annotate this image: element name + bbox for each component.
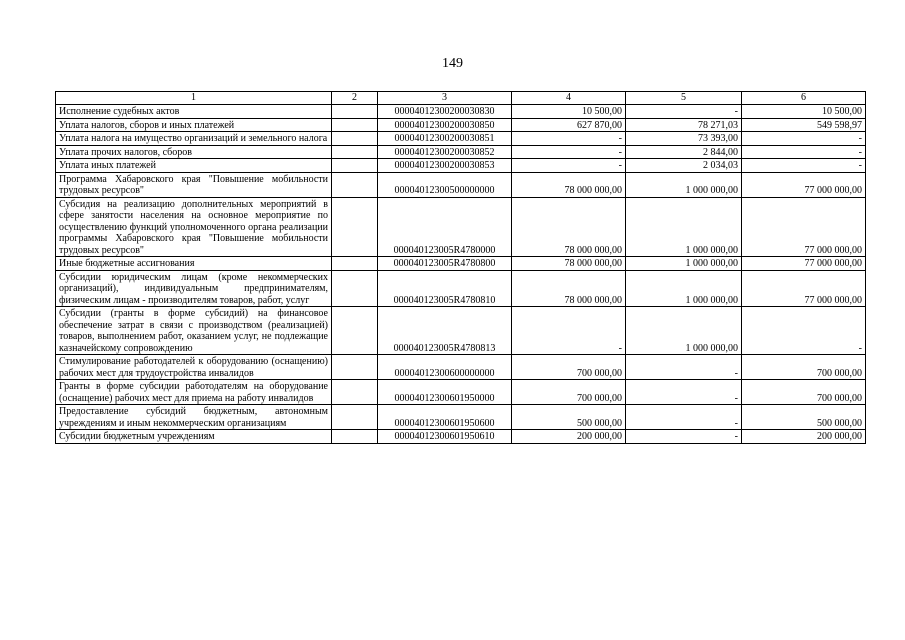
row-code: 00004012300600000000	[378, 355, 512, 380]
table-row	[56, 380, 866, 405]
row-value-5: 1 000 000,00	[626, 172, 742, 197]
row-value-5: -	[626, 405, 742, 430]
row-value-4: 78 000 000,00	[512, 270, 626, 307]
row-col2	[332, 355, 378, 380]
table-row	[56, 197, 866, 257]
row-value-6: 10 500,00	[742, 105, 866, 119]
row-code: 00004012300601950600	[378, 405, 512, 430]
row-value-6: 200 000,00	[742, 430, 866, 444]
row-name: Субсидии юридическим лицам (кроме некоммерческих организаций), индивидуальным предпринимателям, физическим лицам - производителям товаров, работ, услуг	[56, 270, 332, 307]
row-value-4: -	[512, 145, 626, 159]
row-code: 00004012300200030853	[378, 159, 512, 173]
row-code: 000040123005R4780000	[378, 197, 512, 257]
row-col2	[332, 105, 378, 119]
row-value-5: -	[626, 430, 742, 444]
row-code: 00004012300200030852	[378, 145, 512, 159]
row-value-5: 73 393,00	[626, 132, 742, 146]
row-value-4: 700 000,00	[512, 380, 626, 405]
row-name: Программа Хабаровского края "Повышение мобильности трудовых ресурсов"	[56, 172, 332, 197]
row-value-5: -	[626, 355, 742, 380]
row-value-4: -	[512, 132, 626, 146]
row-value-4: 10 500,00	[512, 105, 626, 119]
table-row	[56, 307, 866, 355]
header-row	[56, 92, 866, 105]
page-number: 149	[442, 56, 463, 71]
table-row	[56, 132, 866, 146]
row-col2	[332, 172, 378, 197]
row-name: Предоставление субсидий бюджетным, автономным учреждениям и иным некоммерческим организациям	[56, 405, 332, 430]
budget-table	[55, 91, 866, 444]
row-code: 00004012300500000000	[378, 172, 512, 197]
row-value-5: -	[626, 380, 742, 405]
table-row	[56, 145, 866, 159]
row-name: Гранты в форме субсидии работодателям на оборудование (оснащение) рабочих мест для приема на работу инвалидов	[56, 380, 332, 405]
row-value-5: 1 000 000,00	[626, 270, 742, 307]
row-value-6: 77 000 000,00	[742, 270, 866, 307]
table-row	[56, 105, 866, 119]
row-value-6: 500 000,00	[742, 405, 866, 430]
table-row	[56, 159, 866, 173]
row-name: Уплата иных платежей	[56, 159, 332, 173]
row-name: Субсидия на реализацию дополнительных мероприятий в сфере занятости населения на основное мероприятие по осуществлению функций уполномоченного органа реализации программы Хабаровского края "Повышение мобильности трудовых ресурсов"	[56, 197, 332, 257]
row-code: 000040123005R4780810	[378, 270, 512, 307]
row-name: Уплата налогов, сборов и иных платежей	[56, 118, 332, 132]
column-header: 3	[378, 92, 512, 105]
row-col2	[332, 132, 378, 146]
table-row	[56, 118, 866, 132]
row-value-6: -	[742, 132, 866, 146]
row-code: 00004012300200030851	[378, 132, 512, 146]
column-header: 6	[742, 92, 866, 105]
row-code: 00004012300200030850	[378, 118, 512, 132]
row-col2	[332, 380, 378, 405]
row-code: 00004012300200030830	[378, 105, 512, 119]
row-col2	[332, 197, 378, 257]
row-value-5: 1 000 000,00	[626, 307, 742, 355]
row-name: Исполнение судебных актов	[56, 105, 332, 119]
row-value-5: 1 000 000,00	[626, 257, 742, 271]
row-name: Субсидии бюджетным учреждениям	[56, 430, 332, 444]
row-value-4: 78 000 000,00	[512, 257, 626, 271]
row-name: Иные бюджетные ассигнования	[56, 257, 332, 271]
table-row	[56, 405, 866, 430]
row-name: Стимулирование работодателей к оборудованию (оснащению) рабочих мест для трудоустройства инвалидов	[56, 355, 332, 380]
column-header: 5	[626, 92, 742, 105]
row-value-6: -	[742, 159, 866, 173]
row-value-5: 2 844,00	[626, 145, 742, 159]
row-value-6: 77 000 000,00	[742, 197, 866, 257]
row-col2	[332, 118, 378, 132]
row-value-6: 549 598,97	[742, 118, 866, 132]
row-value-4: 78 000 000,00	[512, 172, 626, 197]
table-row	[56, 257, 866, 271]
row-col2	[332, 270, 378, 307]
row-value-4: 200 000,00	[512, 430, 626, 444]
row-col2	[332, 430, 378, 444]
row-col2	[332, 159, 378, 173]
column-header: 2	[332, 92, 378, 105]
row-value-4: -	[512, 159, 626, 173]
row-value-6: 700 000,00	[742, 380, 866, 405]
row-code: 00004012300601950610	[378, 430, 512, 444]
row-col2	[332, 307, 378, 355]
row-value-6: -	[742, 307, 866, 355]
row-value-4: 500 000,00	[512, 405, 626, 430]
row-value-6: 77 000 000,00	[742, 172, 866, 197]
row-value-4: 627 870,00	[512, 118, 626, 132]
row-col2	[332, 405, 378, 430]
table-row	[56, 355, 866, 380]
row-value-5: 1 000 000,00	[626, 197, 742, 257]
row-value-4: -	[512, 307, 626, 355]
row-value-5: 78 271,03	[626, 118, 742, 132]
row-value-6: -	[742, 145, 866, 159]
row-col2	[332, 257, 378, 271]
row-value-6: 77 000 000,00	[742, 257, 866, 271]
row-value-4: 78 000 000,00	[512, 197, 626, 257]
row-value-6: 700 000,00	[742, 355, 866, 380]
row-value-5: -	[626, 105, 742, 119]
table-row	[56, 430, 866, 444]
row-code: 00004012300601950000	[378, 380, 512, 405]
table-row	[56, 172, 866, 197]
row-name: Субсидии (гранты в форме субсидий) на финансовое обеспечение затрат в связи с производством (реализацией) товаров, выполнением работ, оказанием услуг, не подлежащие казначейскому сопровождению	[56, 307, 332, 355]
row-name: Уплата прочих налогов, сборов	[56, 145, 332, 159]
row-col2	[332, 145, 378, 159]
row-value-5: 2 034,03	[626, 159, 742, 173]
table-row	[56, 270, 866, 307]
column-header: 4	[512, 92, 626, 105]
row-code: 000040123005R4780813	[378, 307, 512, 355]
column-header: 1	[56, 92, 332, 105]
row-code: 000040123005R4780800	[378, 257, 512, 271]
row-value-4: 700 000,00	[512, 355, 626, 380]
row-name: Уплата налога на имущество организаций и земельного налога	[56, 132, 332, 146]
